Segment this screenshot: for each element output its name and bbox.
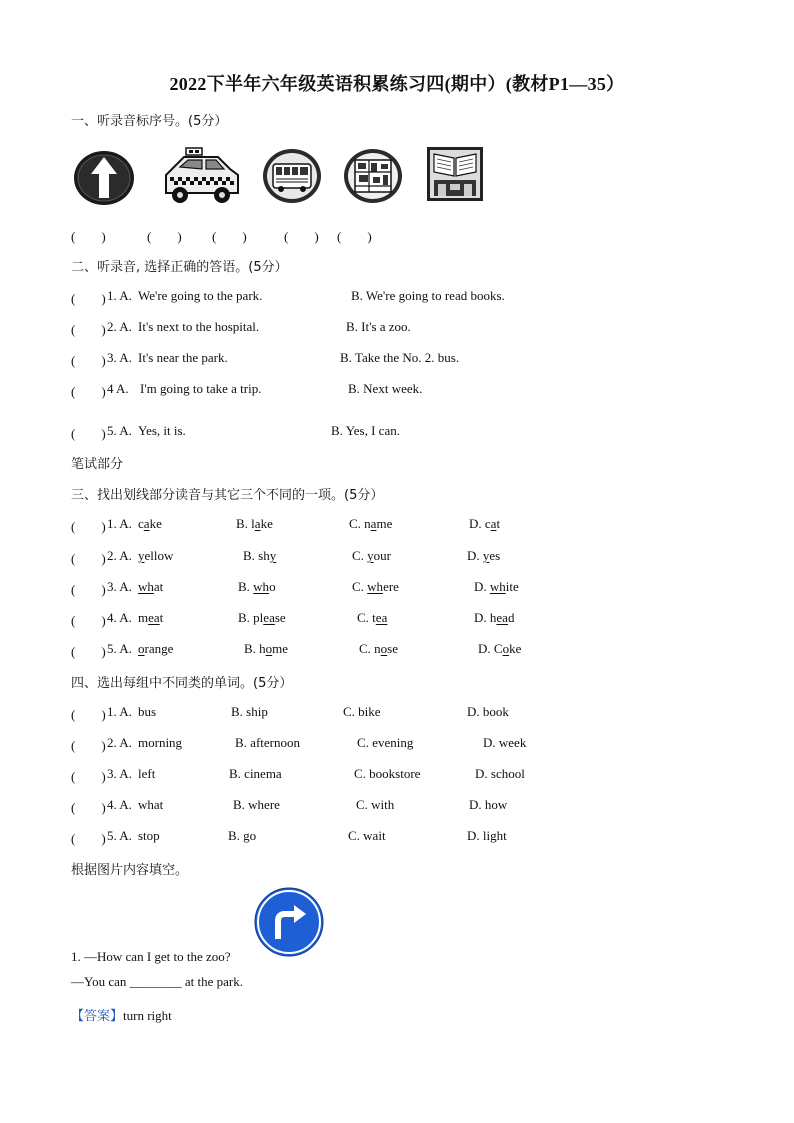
option-a: bus — [138, 704, 157, 719]
item-number: 2. A. — [107, 548, 132, 563]
option-a: It's near the park. — [138, 350, 228, 365]
item-number: 2. A. — [107, 735, 132, 750]
answer-blank[interactable]: ( ) — [71, 644, 106, 659]
option-d: D. cat — [469, 516, 501, 531]
answer-blank[interactable]: ( ) — [71, 831, 106, 846]
option-a: yellow — [138, 548, 174, 563]
option-a: orange — [138, 641, 174, 656]
option-b: B. It's a zoo. — [346, 319, 411, 334]
option-a: meat — [138, 610, 164, 625]
answer-blank[interactable]: ( ) — [71, 291, 106, 306]
option-d: D. school — [475, 766, 525, 781]
item-number: 2. A. — [107, 319, 132, 334]
option-c: C. bike — [343, 704, 381, 719]
section1-blank-2[interactable]: ( ) — [147, 229, 182, 244]
answer-blank[interactable]: ( ) — [71, 582, 106, 597]
taxi-icon — [160, 145, 242, 213]
answer-blank[interactable]: ( ) — [71, 613, 106, 628]
option-c: C. evening — [357, 735, 414, 750]
option-c: C. where — [352, 579, 399, 594]
answer-blank[interactable]: ( ) — [71, 707, 106, 722]
option-b: B. cinema — [229, 766, 282, 781]
section4-heading: 四、选出每组中不同类的单词。(5分） — [71, 676, 293, 691]
item-number: 3. A. — [107, 579, 132, 594]
option-c: C. bookstore — [354, 766, 421, 781]
answer-blank[interactable]: ( ) — [71, 769, 106, 784]
bus-icon — [262, 148, 322, 208]
answer-blank[interactable]: ( ) — [71, 519, 106, 534]
option-b: B. home — [244, 641, 289, 656]
written-section-label: 笔试部分 — [71, 457, 124, 472]
section1-blank-3[interactable]: ( ) — [212, 229, 247, 244]
option-b: B. Yes, I can. — [331, 423, 400, 438]
item-number: 3. A. — [107, 766, 132, 781]
option-c: C. nose — [359, 641, 399, 656]
answer-label: 【答案】 — [71, 1009, 124, 1024]
option-a: We're going to the park. — [138, 288, 263, 303]
page-title: 2022下半年六年级英语积累练习四(期中）(教材P1—35） — [169, 74, 625, 94]
answer-blank[interactable]: ( ) — [71, 738, 106, 753]
item-number: 4 A. — [107, 381, 129, 396]
option-c: C. with — [356, 797, 395, 812]
option-d: D. white — [474, 579, 519, 594]
option-b: B. lake — [236, 516, 273, 531]
bookstore-icon — [426, 146, 484, 206]
option-c: C. name — [349, 516, 393, 531]
option-a: stop — [138, 828, 160, 843]
item-number: 1. A. — [107, 288, 132, 303]
option-a: I'm going to take a trip. — [140, 381, 262, 396]
option-d: D. yes — [467, 548, 501, 563]
option-a: Yes, it is. — [138, 423, 186, 438]
option-d: D. light — [467, 828, 507, 843]
option-b: B. please — [238, 610, 286, 625]
answer-blank[interactable]: ( ) — [71, 800, 106, 815]
option-b: B. afternoon — [235, 735, 300, 750]
option-c: C. wait — [348, 828, 386, 843]
option-a: It's next to the hospital. — [138, 319, 260, 334]
answer-blank[interactable]: ( ) — [71, 353, 106, 368]
option-a: cake — [138, 516, 162, 531]
option-a: left — [138, 766, 156, 781]
fill-question-1: 1. —How can I get to the zoo? — [71, 949, 231, 964]
answer-text: turn right — [123, 1008, 172, 1023]
option-b: B. shy — [243, 548, 277, 563]
option-b: B. ship — [231, 704, 268, 719]
section1-blank-5[interactable]: ( ) — [337, 229, 372, 244]
option-d: D. head — [474, 610, 515, 625]
option-b: B. where — [233, 797, 280, 812]
section3-heading: 三、找出划线部分读音与其它三个不同的一项。(5分） — [71, 488, 384, 503]
option-d: D. week — [483, 735, 527, 750]
answer-blank[interactable]: ( ) — [71, 426, 106, 441]
section5-heading: 根据图片内容填空。 — [71, 863, 189, 878]
item-number: 5. A. — [107, 828, 132, 843]
map-icon — [343, 148, 403, 208]
option-d: D. how — [469, 797, 508, 812]
option-c: C. tea — [357, 610, 388, 625]
answer-blank[interactable]: ( ) — [71, 322, 106, 337]
item-number: 4. A. — [107, 797, 132, 812]
item-number: 5. A. — [107, 641, 132, 656]
item-number: 4. A. — [107, 610, 132, 625]
item-number: 5. A. — [107, 423, 132, 438]
section1-heading: 一、听录音标序号。(5分） — [71, 114, 228, 129]
up-arrow-sign-icon — [73, 150, 135, 210]
item-number: 3. A. — [107, 350, 132, 365]
section2-heading: 二、听录音, 选择正确的答语。(5分） — [71, 260, 288, 275]
section1-blank-1[interactable]: ( ) — [71, 229, 106, 244]
fill-answer-line-1: —You can ________ at the park. — [71, 974, 243, 989]
turn-right-sign-icon — [254, 887, 324, 961]
item-number: 1. A. — [107, 516, 132, 531]
option-b: B. Next week. — [348, 381, 423, 396]
option-a: what — [138, 579, 164, 594]
answer-blank[interactable]: ( ) — [71, 551, 106, 566]
answer — [71, 1005, 172, 1024]
section1-blank-4[interactable]: ( ) — [284, 229, 319, 244]
option-d: D. Coke — [478, 641, 522, 656]
option-b: B. We're going to read books. — [351, 288, 505, 303]
option-d: D. book — [467, 704, 509, 719]
option-a: what — [138, 797, 164, 812]
option-c: C. your — [352, 548, 392, 563]
answer-blank[interactable]: ( ) — [71, 384, 106, 399]
option-b: B. who — [238, 579, 276, 594]
option-b: B. Take the No. 2. bus. — [340, 350, 460, 365]
option-a: morning — [138, 735, 183, 750]
option-b: B. go — [228, 828, 257, 843]
item-number: 1. A. — [107, 704, 132, 719]
